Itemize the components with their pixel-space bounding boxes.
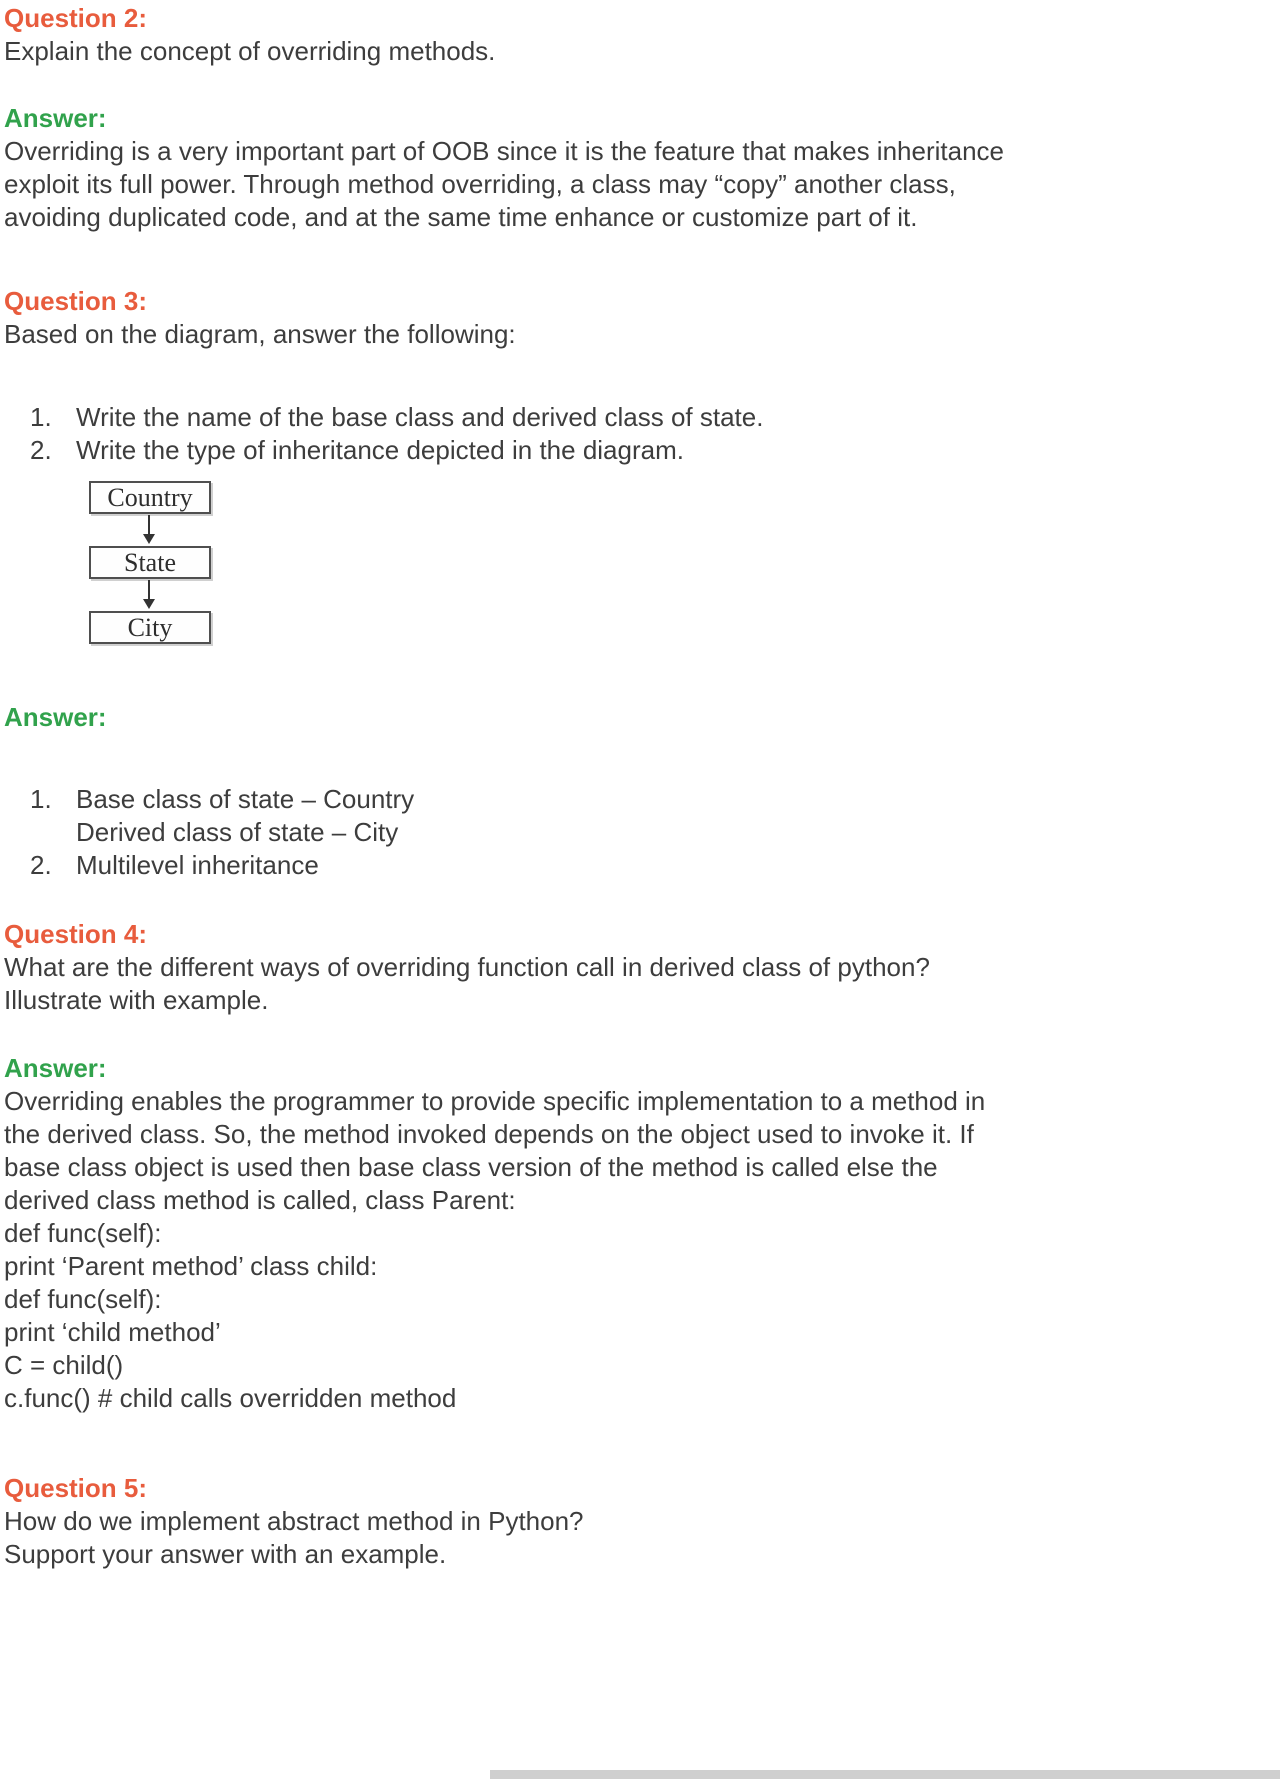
list-item [30,849,1154,882]
answer-3-section [4,701,1154,882]
page-edge-strip [490,1770,1280,1779]
answer-2-line: exploit its full power. Through method overriding, a class may “copy” another class, [4,169,956,199]
code-line: print ‘child method’ [4,1317,221,1347]
list-item [30,434,1154,467]
answer-4-code [4,1217,1154,1415]
code-line: def func(self): [4,1284,162,1314]
question-4-text [4,951,1154,1017]
question-4-heading: Question 4: [4,919,148,949]
diagram-box-state: State [89,546,211,579]
list-item-text: Write the name of the base class and derived class of state. [76,402,764,432]
list-item-text: Write the type of inheritance depicted in the diagram. [76,435,684,465]
answer-4-line: derived class method is called, class Parent: [4,1185,516,1215]
question-5-line: How do we implement abstract method in Python? [4,1506,584,1536]
list-item-text [76,783,1154,849]
down-arrow-icon [89,579,211,611]
question-5-section [4,1472,1154,1571]
list-item-number: 1. [30,402,52,432]
question-3-heading: Question 3: [4,286,148,316]
question-5-text [4,1505,1154,1571]
diagram-box-country: Country [89,481,211,514]
answer-2-paragraph [4,135,1154,234]
list-item [30,783,1154,849]
list-item [30,401,1154,434]
diagram-box-city: City [89,611,211,644]
answer-4-line: Overriding enables the programmer to provide specific implementation to a method in [4,1086,986,1116]
answer-4-section [4,1052,1154,1415]
answer-2-line: Overriding is a very important part of OOB since it is the feature that makes inheritance [4,136,1004,166]
answer-4-line: the derived class. So, the method invoked depends on the object used to invoke it. If [4,1119,974,1149]
question-2-section [4,2,1154,68]
question-2-heading: Question 2: [4,3,148,33]
question-4-line: Illustrate with example. [4,985,269,1015]
list-item-text [76,849,1154,882]
answer-3-line: Multilevel inheritance [76,850,319,880]
answer-2-heading: Answer: [4,103,107,133]
answer-2-line: avoiding duplicated code, and at the same time enhance or customize part of it. [4,202,918,232]
question-4-line: What are the different ways of overriding function call in derived class of python? [4,952,930,982]
answer-4-line: base class object is used then base class version of the method is called else the [4,1152,938,1182]
list-item-number: 1. [30,784,52,814]
down-arrow-icon [89,514,211,546]
question-3-section [4,285,1154,644]
question-3-list [30,401,1154,467]
question-2-text: Explain the concept of overriding methods. [4,36,496,66]
question-3-text: Based on the diagram, answer the following: [4,319,516,349]
question-5-line: Support your answer with an example. [4,1539,447,1569]
code-line: c.func() # child calls overridden method [4,1383,457,1413]
answer-2-section [4,102,1154,234]
answer-3-heading: Answer: [4,702,107,732]
answer-3-list [30,783,1154,882]
code-line: print ‘Parent method’ class child: [4,1251,378,1281]
list-item-number: 2. [30,850,52,880]
answer-4-paragraph [4,1085,1154,1217]
answer-4-heading: Answer: [4,1053,107,1083]
code-line: def func(self): [4,1218,162,1248]
code-line: C = child() [4,1350,124,1380]
list-item-number: 2. [30,435,52,465]
question-4-section [4,918,1154,1017]
question-5-heading: Question 5: [4,1473,148,1503]
answer-3-line: Base class of state – Country [76,784,415,814]
inheritance-diagram [89,481,215,644]
answer-3-line: Derived class of state – City [76,817,399,847]
